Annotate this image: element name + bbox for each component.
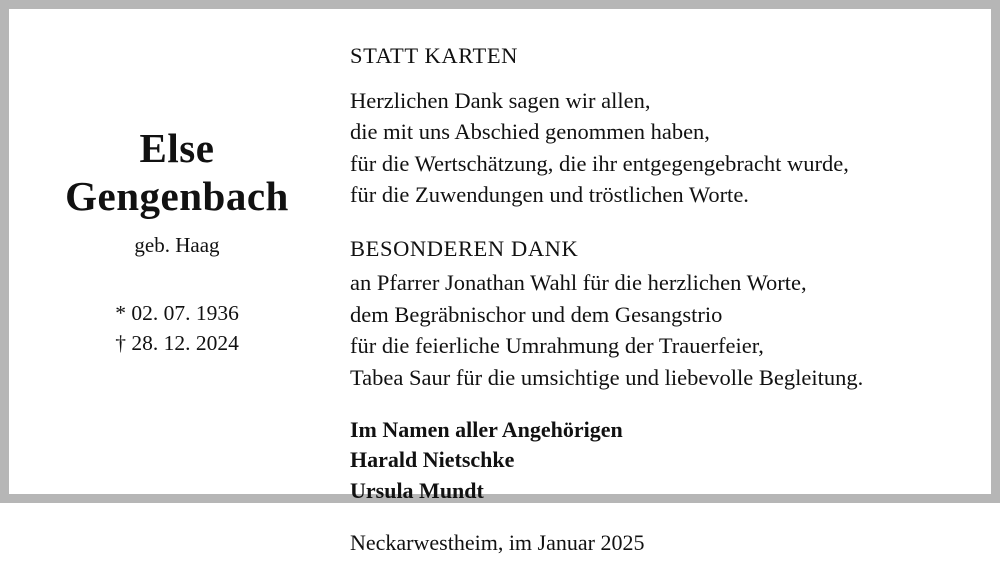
instead-of-cards-line: für die Zuwendungen und tröstlichen Worte. [350,182,749,207]
signatories [350,415,972,506]
instead-of-cards-line: die mit uns Abschied genommen haben, [350,119,710,144]
deceased-panel [12,12,342,359]
instead-of-cards-heading: STATT KARTEN [350,43,519,68]
birth-date: * 02. 07. 1936 [115,300,239,325]
special-thanks-text [350,267,972,393]
deceased-name [12,124,342,221]
special-thanks-line: für die feierliche Umrahmung der Trauerfeier, [350,333,764,358]
instead-of-cards-line: Herzlichen Dank sagen wir allen, [350,87,651,113]
obituary-inner-frame [9,9,991,556]
signatory-name: Harald Nietschke [350,447,515,473]
special-thanks-heading: BESONDEREN DANK [350,235,579,261]
special-thanks-line: Tabea Saur für die umsichtige und liebevolle Begleitung. [350,364,864,390]
signatory-name: Ursula Mundt [350,477,484,503]
instead-of-cards-text [350,85,972,211]
deceased-last-name: Gengenbach [65,173,289,220]
signatories-intro: Im Namen aller Angehörigen [350,417,623,442]
message-panel [342,12,988,578]
place-and-date [350,528,972,559]
instead-of-cards-line: für die Wertschätzung, die ihr entgegengebracht wurde, [350,150,849,176]
deceased-first-name: Else [139,125,215,171]
maiden-name: geb. Haag [134,232,220,257]
special-thanks-line: dem Begräbnischor und dem Gesangstrio [350,301,723,327]
place-and-date-text: Neckarwestheim, im Januar 2025 [350,530,645,556]
life-dates [12,298,342,359]
death-date: † 28. 12. 2024 [115,331,239,356]
special-thanks-line: an Pfarrer Jonathan Wahl für die herzlichen Worte, [350,270,807,295]
